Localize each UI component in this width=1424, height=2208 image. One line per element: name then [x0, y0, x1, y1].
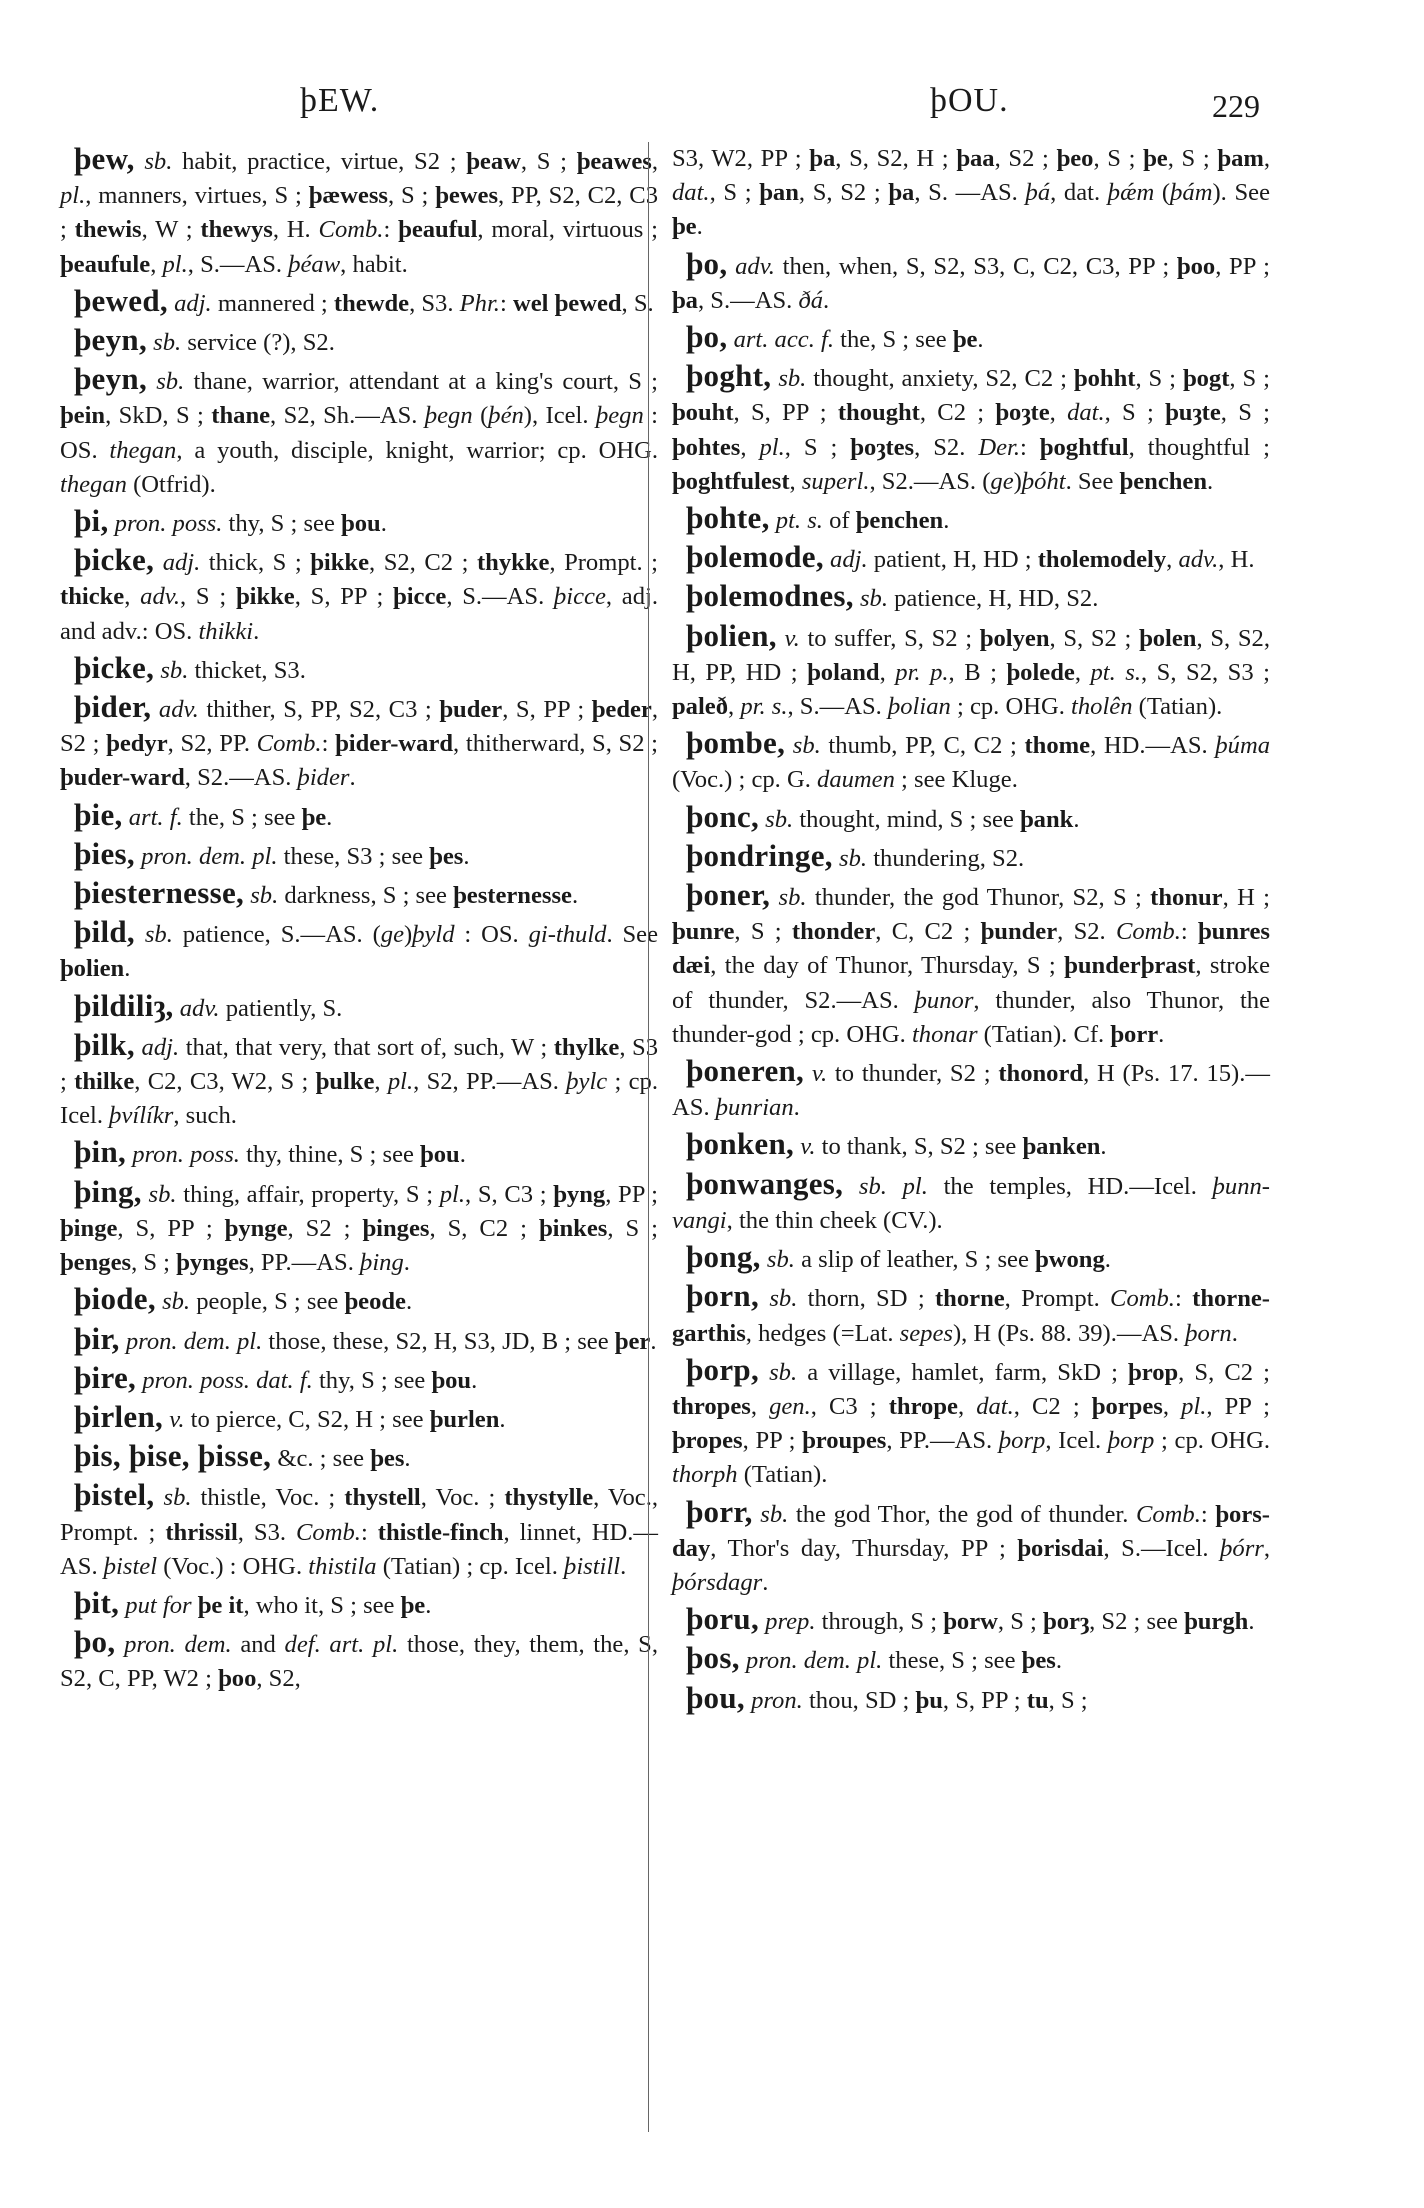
column-divider: [648, 142, 649, 2132]
dictionary-entry: [672, 1279, 1270, 1350]
dictionary-entry: [672, 800, 1270, 837]
entry-definition: sb. patience, H, HD, S2.: [859, 585, 1099, 613]
left-column: [60, 142, 658, 1699]
entry-headword: þeyn,: [74, 322, 147, 358]
entry-headword: þir,: [74, 1320, 120, 1356]
entry-headword: þombe,: [686, 725, 786, 761]
dictionary-entry: [60, 837, 658, 874]
dictionary-entry: [60, 1478, 658, 1584]
dictionary-entry: [60, 1135, 658, 1172]
dictionary-entry: [60, 876, 658, 913]
dictionary-entry: [60, 1361, 658, 1398]
entry-definition: art. f. the, S ; see þe.: [128, 803, 333, 831]
dictionary-entry: [672, 540, 1270, 577]
entry-headword: þonken,: [686, 1126, 795, 1162]
entry-definition: sb. thumb, PP, C, C2 ; thome, HD.—AS. þúma (Voc.) ; cp. G. daumen ; see Kluge.: [672, 732, 1270, 794]
entry-definition: sb. a slip of leather, S ; see þwong.: [766, 1246, 1111, 1274]
dictionary-entry: [60, 915, 658, 986]
entry-definition: sb. the god Thor, the god of thunder. Comb.: þors-day, Thor's day, Thursday, PP ; þorisdai, S.—Icel. þórr, þórsdagr.: [672, 1500, 1271, 1596]
dictionary-entry: [672, 1127, 1270, 1164]
dictionary-entry: [672, 142, 1270, 245]
dictionary-entry: [60, 1439, 658, 1476]
entry-headword: þirlen,: [74, 1398, 164, 1434]
dictionary-entry: [672, 1602, 1270, 1639]
right-column: [672, 142, 1270, 1720]
entry-definition: S3, W2, PP ; þa, S, S2, H ; þaa, S2 ; þeo, S ; þe, S ; þam, dat., S ; þan, S, S2 ; þa, S. —AS. þá, dat. þǽm (þám). See þe.: [672, 145, 1271, 241]
entry-definition: sb. thundering, S2.: [839, 844, 1025, 872]
entry-definition: sb. service (?), S2.: [153, 329, 335, 357]
dictionary-entry: [672, 1054, 1270, 1125]
dictionary-entry: [672, 726, 1270, 797]
entry-headword: þire,: [74, 1359, 137, 1395]
entry-definition: sb. thorn, SD ; thorne, Prompt. Comb.: thorne-garthis, hedges (=Lat. sepes), H (Ps. 88. 39).—AS. þorn.: [672, 1285, 1270, 1347]
entry-headword: þewed,: [74, 282, 168, 318]
entry-headword: þonc,: [686, 798, 759, 834]
entry-headword: þoner,: [686, 877, 771, 913]
entry-definition: sb. a village, hamlet, farm, SkD ; þrop, S, C2 ; thropes, gen., C3 ; thrope, dat., C2 ; þorpes, pl., PP ; þropes, PP ; þroupes, PP.—AS. þorp, Icel. þorp ; cp. OHG. thorph (Tatian).: [672, 1358, 1270, 1489]
entry-definition: pron. dem. pl. these, S3 ; see þes.: [141, 842, 470, 870]
dictionary-entry: [60, 543, 658, 649]
dictionary-entry: [60, 323, 658, 360]
entry-headword: þiode,: [74, 1281, 156, 1317]
entry-headword: þies,: [74, 835, 135, 871]
right-guide-word: þOU.: [930, 82, 1009, 119]
dictionary-entry: [60, 504, 658, 541]
dictionary-entry: [672, 247, 1270, 318]
entry-headword: þolemodnes,: [686, 578, 854, 614]
entry-headword: þilk,: [74, 1026, 135, 1062]
entry-headword: þi,: [74, 503, 109, 539]
dictionary-entry: [60, 989, 658, 1026]
entry-headword: þild,: [74, 914, 135, 950]
entry-definition: sb. darkness, S ; see þesternesse.: [250, 882, 579, 910]
entry-definition: &c. ; see þes.: [277, 1445, 411, 1473]
entry-definition: sb. patience, S.—AS. (ge)þyld : OS. gi-thuld. See þolien.: [60, 921, 658, 983]
entry-definition: sb. thicket, S3.: [160, 656, 306, 684]
entry-definition: sb. habit, practice, virtue, S2 ; þeaw, S ; þeawes, pl., manners, virtues, S ; þæwess, S ; þewes, PP, S2, C2, C3 ; thewis, W ; thewys, H. Comb.: þeauful, moral, virtuous ; þeaufule, pl., S.—AS. þéaw, habit.: [60, 148, 659, 278]
entry-definition: pron. poss. thy, S ; see þou.: [114, 510, 387, 538]
entry-definition: pron. poss. dat. f. thy, S ; see þou.: [142, 1366, 478, 1394]
dictionary-entry: [672, 1240, 1270, 1277]
entry-definition: v. to thunder, S2 ; thonord, H (Ps. 17. 15).—AS. þunrian.: [672, 1060, 1270, 1122]
entry-definition: adj. that, that very, that sort of, such, W ; thylke, S3 ; thilke, C2, C3, W2, S ; þulke, pl., S2, PP.—AS. þylc ; cp. Icel. þvílíkr, such.: [60, 1033, 658, 1130]
entry-headword: þoght,: [686, 358, 772, 394]
dictionary-entry: [672, 1167, 1270, 1238]
dictionary-entry: [672, 320, 1270, 357]
entry-headword: þong,: [686, 1239, 761, 1275]
entry-headword: þorr,: [686, 1493, 753, 1529]
entry-headword: þistel,: [74, 1477, 155, 1513]
dictionary-entry: [60, 690, 658, 796]
entry-headword: þohte,: [686, 500, 770, 536]
entry-definition: art. acc. f. the, S ; see þe.: [733, 326, 984, 354]
entry-headword: þonwanges,: [686, 1165, 844, 1201]
dictionary-entry: [672, 1495, 1270, 1601]
entry-definition: v. to thank, S, S2 ; see þanken.: [800, 1133, 1107, 1161]
entry-definition: sb. thought, anxiety, S2, C2 ; þohht, S ; þogt, S ; þouht, S, PP ; thought, C2 ; þoȝte, dat., S ; þuȝte, S ; þohtes, pl., S ; þoȝtes, S2. Der.: þoghtful, thoughtful ; þoghtfulest, superl., S2.—AS. (ge)þóht. See þenchen.: [672, 365, 1271, 495]
dictionary-entry: [60, 1322, 658, 1359]
entry-headword: þos,: [686, 1640, 740, 1676]
dictionary-entry: [60, 362, 658, 502]
entry-headword: þin,: [74, 1134, 127, 1170]
dictionary-entry: [60, 142, 658, 282]
entry-definition: pron. thou, SD ; þu, S, PP ; tu, S ;: [751, 1686, 1088, 1714]
entry-definition: adv. thither, S, PP, S2, C3 ; þuder, S, PP ; þeder, S2 ; þedyr, S2, PP. Comb.: þider-ward, thitherward, S, S2 ; þuder-ward, S2.—AS. þider.: [60, 696, 658, 792]
entry-headword: þorn,: [686, 1278, 759, 1314]
entry-headword: þo,: [686, 245, 728, 281]
entry-definition: prep. through, S ; þorw, S ; þorȝ, S2 ; see þurgh.: [765, 1608, 1255, 1636]
entry-definition: sb. thing, affair, property, S ; pl., S, C3 ; þyng, PP ; þinge, S, PP ; þynge, S2 ; þinges, S, C2 ; þinkes, S ; þenges, S ; þynges, PP.—AS. þing.: [60, 1180, 658, 1277]
dictionary-entry: [672, 1641, 1270, 1678]
entry-headword: þicke,: [74, 542, 155, 578]
entry-definition: pt. s. of þenchen.: [775, 507, 950, 535]
entry-definition: sb. thought, mind, S ; see þank.: [765, 805, 1080, 833]
entry-definition: sb. thistle, Voc. ; thystell, Voc. ; thystylle, Voc., Prompt. ; thrissil, S3. Comb.: thistle-finch, linnet, HD.—AS. þistel (Voc.) : OHG. thistila (Tatian) ; cp. Icel. þistill.: [60, 1484, 658, 1580]
entry-headword: þicke,: [74, 649, 155, 685]
entry-headword: þo,: [686, 319, 728, 355]
dictionary-entry: [60, 798, 658, 835]
entry-definition: sb. thunder, the god Thunor, S2, S ; thonur, H ; þunre, S ; thonder, C, C2 ; þunder, S2. Comb.: þunres dæi, the day of Thunor, Thursday, S ; þunderþrast, stroke of thunder, S2.—AS. þunor, thunder, also Thunor, the thunder-god ; cp. OHG. thonar (Tatian). Cf. þorr.: [672, 884, 1270, 1048]
entry-definition: pron. poss. thy, thine, S ; see þou.: [132, 1141, 466, 1169]
entry-headword: þondringe,: [686, 837, 833, 873]
dictionary-entry: [672, 579, 1270, 616]
entry-definition: adj. thick, S ; þikke, S2, C2 ; thykke, Prompt. ; thicke, adv., S ; þikke, S, PP ; þicce, S.—AS. þicce, adj. and adv.: OS. thikki.: [60, 549, 658, 645]
page-number: 229: [1212, 88, 1260, 124]
dictionary-entry: [672, 501, 1270, 538]
entry-headword: þit,: [74, 1584, 120, 1620]
entry-headword: þider,: [74, 689, 152, 725]
dictionary-entry: [60, 1400, 658, 1437]
entry-headword: þorp,: [686, 1351, 759, 1387]
entry-headword: þoneren,: [686, 1053, 805, 1089]
dictionary-entry: [672, 878, 1270, 1052]
entry-definition: adj. mannered ; thewde, S3. Phr.: wel þewed, S.: [174, 289, 654, 317]
entry-headword: þis, þise, þisse,: [74, 1438, 272, 1474]
entry-definition: sb. people, S ; see þeode.: [162, 1288, 413, 1316]
entry-definition: pron. dem. pl. those, these, S2, H, S3, JD, B ; see þer.: [125, 1327, 657, 1355]
entry-headword: þeyn,: [74, 361, 147, 397]
entry-definition: sb. pl. the temples, HD.—Icel. þunn-vangi, the thin cheek (CV.).: [672, 1172, 1270, 1234]
entry-headword: þing,: [74, 1173, 142, 1209]
entry-definition: adj. patient, H, HD ; tholemodely, adv., H.: [830, 546, 1255, 574]
entry-definition: sb. thane, warrior, attendant at a king's court, S ; þein, SkD, S ; thane, S2, Sh.—AS. þegn (þén), Icel. þegn : OS. thegan, a youth, disciple, knight, warrior; cp. OHG. thegan (Otfrid).: [60, 368, 658, 498]
entry-headword: þo,: [74, 1624, 116, 1660]
entry-headword: þoru,: [686, 1601, 759, 1637]
dictionary-entry: [672, 1681, 1270, 1718]
entry-definition: adv. then, when, S, S2, S3, C, C2, C3, PP ; þoo, PP ; þa, S.—AS. ðá.: [672, 252, 1270, 314]
entry-headword: þie,: [74, 796, 123, 832]
entry-definition: pron. dem. pl. these, S ; see þes.: [745, 1647, 1062, 1675]
dictionary-entry: [60, 1586, 658, 1623]
entry-definition: v. to suffer, S, S2 ; þolyen, S, S2 ; þolen, S, S2, H, PP, HD ; þoland, pr. p., B ; þolede, pt. s., S, S2, S3 ; paleð, pr. s., S.—AS. þolian ; cp. OHG. tholên (Tatian).: [672, 624, 1271, 721]
entry-headword: þew,: [74, 141, 135, 176]
dictionary-entry: [60, 1028, 658, 1134]
entry-headword: þiesternesse,: [74, 875, 245, 911]
left-guide-word: þEW.: [300, 82, 380, 119]
dictionary-entry: [672, 839, 1270, 876]
dictionary-entry: [60, 1175, 658, 1281]
dictionary-entry: [60, 651, 658, 688]
entry-definition: pron. dem. and def. art. pl. those, they, them, the, S, S2, C, PP, W2 ; þoo, S2,: [60, 1631, 659, 1693]
entry-definition: v. to pierce, C, S2, H ; see þurlen.: [169, 1405, 506, 1433]
dictionary-entry: [60, 1282, 658, 1319]
dictionary-entry: [672, 619, 1270, 725]
entry-definition: put for þe it, who it, S ; see þe.: [125, 1591, 432, 1619]
dictionary-entry: [672, 1353, 1270, 1493]
entry-definition: adv. patiently, S.: [179, 994, 343, 1022]
entry-headword: þolien,: [686, 617, 777, 653]
entry-headword: þou,: [686, 1679, 745, 1715]
entry-headword: þolemode,: [686, 539, 824, 575]
entry-headword: þildiliȝ,: [74, 987, 174, 1023]
dictionary-entry: [672, 359, 1270, 499]
dictionary-entry: [60, 284, 658, 321]
dictionary-entry: [60, 1625, 658, 1696]
